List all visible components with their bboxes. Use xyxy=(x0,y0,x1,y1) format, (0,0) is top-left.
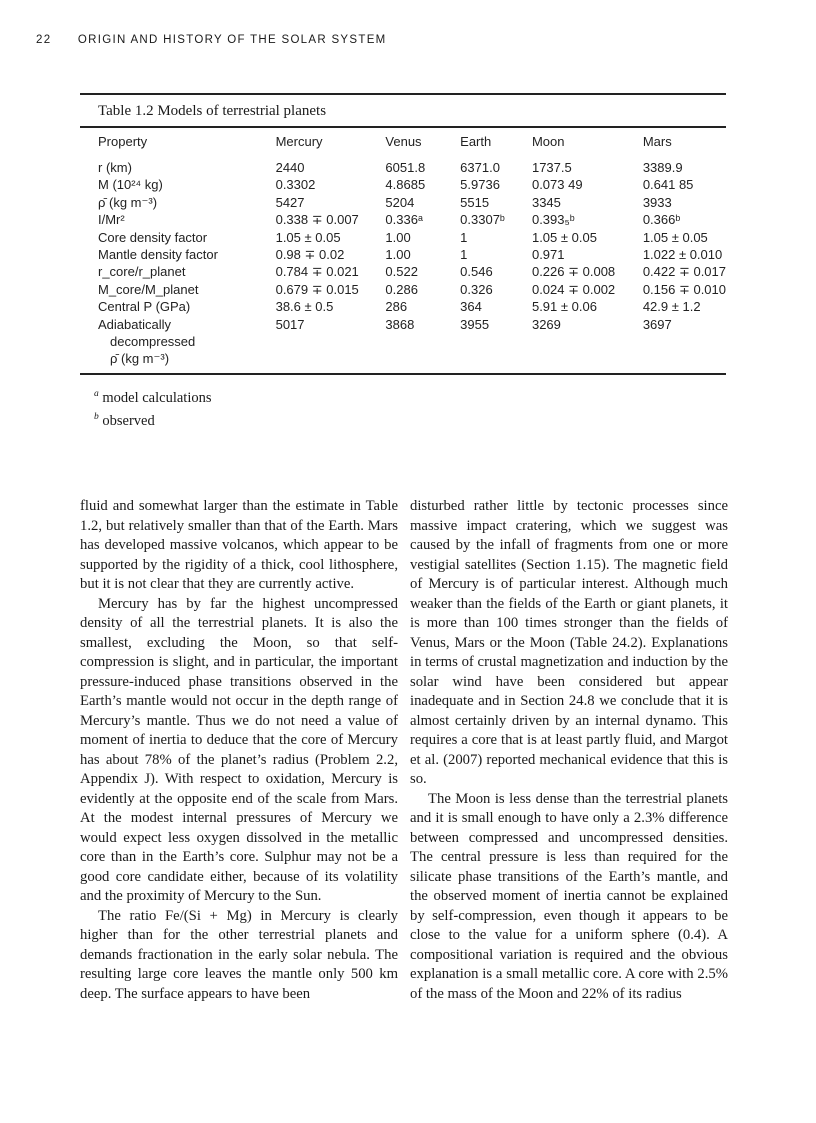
paragraph: The ratio Fe/(Si + Mg) in Mercury is clearly higher than for the other terrestrial planets and demands fractionation in the early solar nebula. The resulting large core leaves the mantle only 500 km deep. The surface appears to have been xyxy=(80,907,398,1002)
row-property: Core density factor xyxy=(98,229,208,245)
table-cell: 3345 xyxy=(531,194,561,210)
table-body xyxy=(80,154,726,373)
table-1-2 xyxy=(80,93,726,431)
table-cell: 0.338 ∓ 0.007 xyxy=(275,212,359,228)
left-text-column xyxy=(80,497,398,1004)
table-row xyxy=(80,154,726,176)
column-header: Mars xyxy=(642,134,672,149)
table-cell: 0.366ᵇ xyxy=(642,212,681,228)
table-row xyxy=(80,211,726,228)
row-property: M_core/M_planet xyxy=(98,281,199,297)
table-cell: 364 xyxy=(460,299,482,315)
table-cell: 1737.5 xyxy=(531,160,572,175)
row-property: Adiabatically decompressed ρ̄ (kg m⁻³) xyxy=(98,316,196,367)
table-cell: 0.679 ∓ 0.015 xyxy=(275,281,359,297)
table-cell: 0.156 ∓ 0.010 xyxy=(642,281,726,297)
table-cell: 5515 xyxy=(460,194,490,210)
table-cell: 0.3307ᵇ xyxy=(460,212,505,228)
table-cell: 1 xyxy=(460,229,468,245)
table-cell: 38.6 ± 0.5 xyxy=(275,299,334,315)
table-cell: 5.91 ± 0.06 xyxy=(531,299,597,315)
paragraph: fluid and somewhat larger than the estimate in Table 1.2, but relatively smaller than that of the Earth. Mars has developed massive volcanos, which appear to be supported by the rigidity of a thick, cool lithosphere, but it is not clear that they are currently active. xyxy=(80,498,398,592)
table-cell: 0.393₅ᵇ xyxy=(531,212,575,228)
row-property: ρ̄ (kg m⁻³) xyxy=(98,194,158,210)
row-property: Mantle density factor xyxy=(98,247,218,263)
table-cell: 1 xyxy=(460,247,468,263)
row-property: r_core/r_planet xyxy=(98,264,186,280)
table-cell: 1.05 ± 0.05 xyxy=(531,229,597,245)
planet-models-table xyxy=(80,128,726,373)
table-header-row xyxy=(80,128,726,154)
table-cell: 3389.9 xyxy=(642,160,683,175)
table-cell: 4.8685 xyxy=(385,177,426,193)
table-cell: 0.98 ∓ 0.02 xyxy=(275,247,345,263)
table-cell: 286 xyxy=(385,299,408,315)
table-cell: 3868 xyxy=(385,316,415,332)
table-cell: 0.326 xyxy=(460,281,493,297)
table-cell: 0.286 xyxy=(385,281,418,297)
table-cell: 0.073 49 xyxy=(531,177,583,193)
footnote: $^a$ model calculations xyxy=(94,388,212,406)
table-cell: 5.9736 xyxy=(460,177,500,193)
right-text-column xyxy=(410,497,728,1004)
paragraph: The Moon is less dense than the terrestrial planets and it is small enough to have only a 2.3% difference between compressed and uncompressed densities. The central pressure is less than required for the silicate phase transitions of the Earth’s mantle, and the observed moment of inertia cannot be explained by self-compression, even though it appears to be close to the value for a uniform sphere (0.4). A compositional variation is required and the obvious explanation is a small metallic core. A core with 2.5% of the mass of the Moon and 22% of its radius xyxy=(410,790,728,1002)
table-row xyxy=(80,229,726,246)
table-cell: 0.422 ∓ 0.017 xyxy=(642,264,726,280)
table-cell: 0.546 xyxy=(460,264,493,280)
table-cell: 0.3302 xyxy=(275,177,316,193)
paragraph: disturbed rather little by tectonic processes since massive impact cratering, which we suggest was caused by the infall of fragments from one or more vestigial satellites (Section 1.15). The magnetic field of Mercury is of particular interest. Although much weaker than the fields of the Earth or giant planets, it is more than 100 times stronger than the fields of Venus, Mars or the Moon (Table 24.2). Explanations in terms of crustal magnetization and induction by the solar wind have been considered but appear inadequate and in Section 24.8 we conclude that it is almost certainly driven by an internal dynamo. This requires a core that is at least partly fluid, and Margot et al. (2007) reported mechanical evidence that this is so. xyxy=(410,498,728,787)
running-title: ORIGIN AND HISTORY OF THE SOLAR SYSTEM xyxy=(77,34,387,46)
table-cell: 5017 xyxy=(275,316,305,332)
table-cell: 5204 xyxy=(385,194,415,210)
table-row xyxy=(80,263,726,280)
table-row xyxy=(80,281,726,298)
row-property: r (km) xyxy=(98,160,132,175)
column-header: Moon xyxy=(531,134,565,149)
table-cell: 0.641 85 xyxy=(642,177,694,193)
row-property: I/Mr² xyxy=(98,212,125,228)
table-row xyxy=(80,246,726,263)
table-cell: 0.336ᵃ xyxy=(385,212,423,228)
row-property: M (10²⁴ kg) xyxy=(98,177,163,193)
table-cell: 1.022 ± 0.010 xyxy=(642,247,723,263)
column-header: Earth xyxy=(460,134,492,149)
table-cell: 1.00 xyxy=(385,229,411,245)
table-row xyxy=(80,176,726,193)
table-cell: 3269 xyxy=(531,316,561,332)
table-footnotes xyxy=(80,375,726,431)
table-cell: 1.05 ± 0.05 xyxy=(642,229,708,245)
table-cell: 3697 xyxy=(642,316,672,332)
table-cell: 0.226 ∓ 0.008 xyxy=(531,264,616,280)
table-row xyxy=(80,194,726,211)
column-header: Property xyxy=(98,134,148,149)
table-cell: 5427 xyxy=(275,194,305,210)
table-cell: 3955 xyxy=(460,316,490,332)
table-cell: 0.784 ∓ 0.021 xyxy=(275,264,359,280)
table-caption: Table 1.2 Models of terrestrial planets xyxy=(98,103,327,119)
table-cell: 6051.8 xyxy=(385,160,426,175)
table-cell: 0.971 xyxy=(531,247,565,263)
table-row xyxy=(80,316,726,373)
table-cell: 0.522 xyxy=(385,264,418,280)
table-cell: 1.05 ± 0.05 xyxy=(275,229,341,245)
table-cell: 3933 xyxy=(642,194,672,210)
table-cell: 6371.0 xyxy=(460,160,500,175)
table-cell: 2440 xyxy=(275,160,305,175)
page-number: 22 xyxy=(36,34,52,46)
table-row xyxy=(80,298,726,315)
column-header: Mercury xyxy=(275,134,323,149)
running-header xyxy=(36,34,387,46)
table-cell: 42.9 ± 1.2 xyxy=(642,299,701,315)
column-header: Venus xyxy=(385,134,422,149)
paragraph: Mercury has by far the highest uncompressed density of all the terrestrial planets. It is also the smallest, excluding the Moon, so that self-compression is slight, and in particular, the important pressure-induced phase transitions observed in the Earth’s mantle would not occur in the depth range of Mercury’s mantle. Thus we do not need a value of moment of inertia to deduce that the core of Mercury has about 78% of the planet’s radius (Problem 2.2, Appendix J). With respect to oxidation, Mercury is evidently at the opposite end of the scale from Mars. At the modest internal pressures of Mercury we would expect less oxygen dissolved in the metallic core than in the Earth’s core. Sulphur may not be a good core candidate either, because of its volatility and the proximity of Mercury to the Sun. xyxy=(80,595,398,904)
footnote: $^b$ observed xyxy=(94,411,155,429)
table-cell: 1.00 xyxy=(385,247,411,263)
row-property: Central P (GPa) xyxy=(98,299,191,315)
table-cell: 0.024 ∓ 0.002 xyxy=(531,281,616,297)
